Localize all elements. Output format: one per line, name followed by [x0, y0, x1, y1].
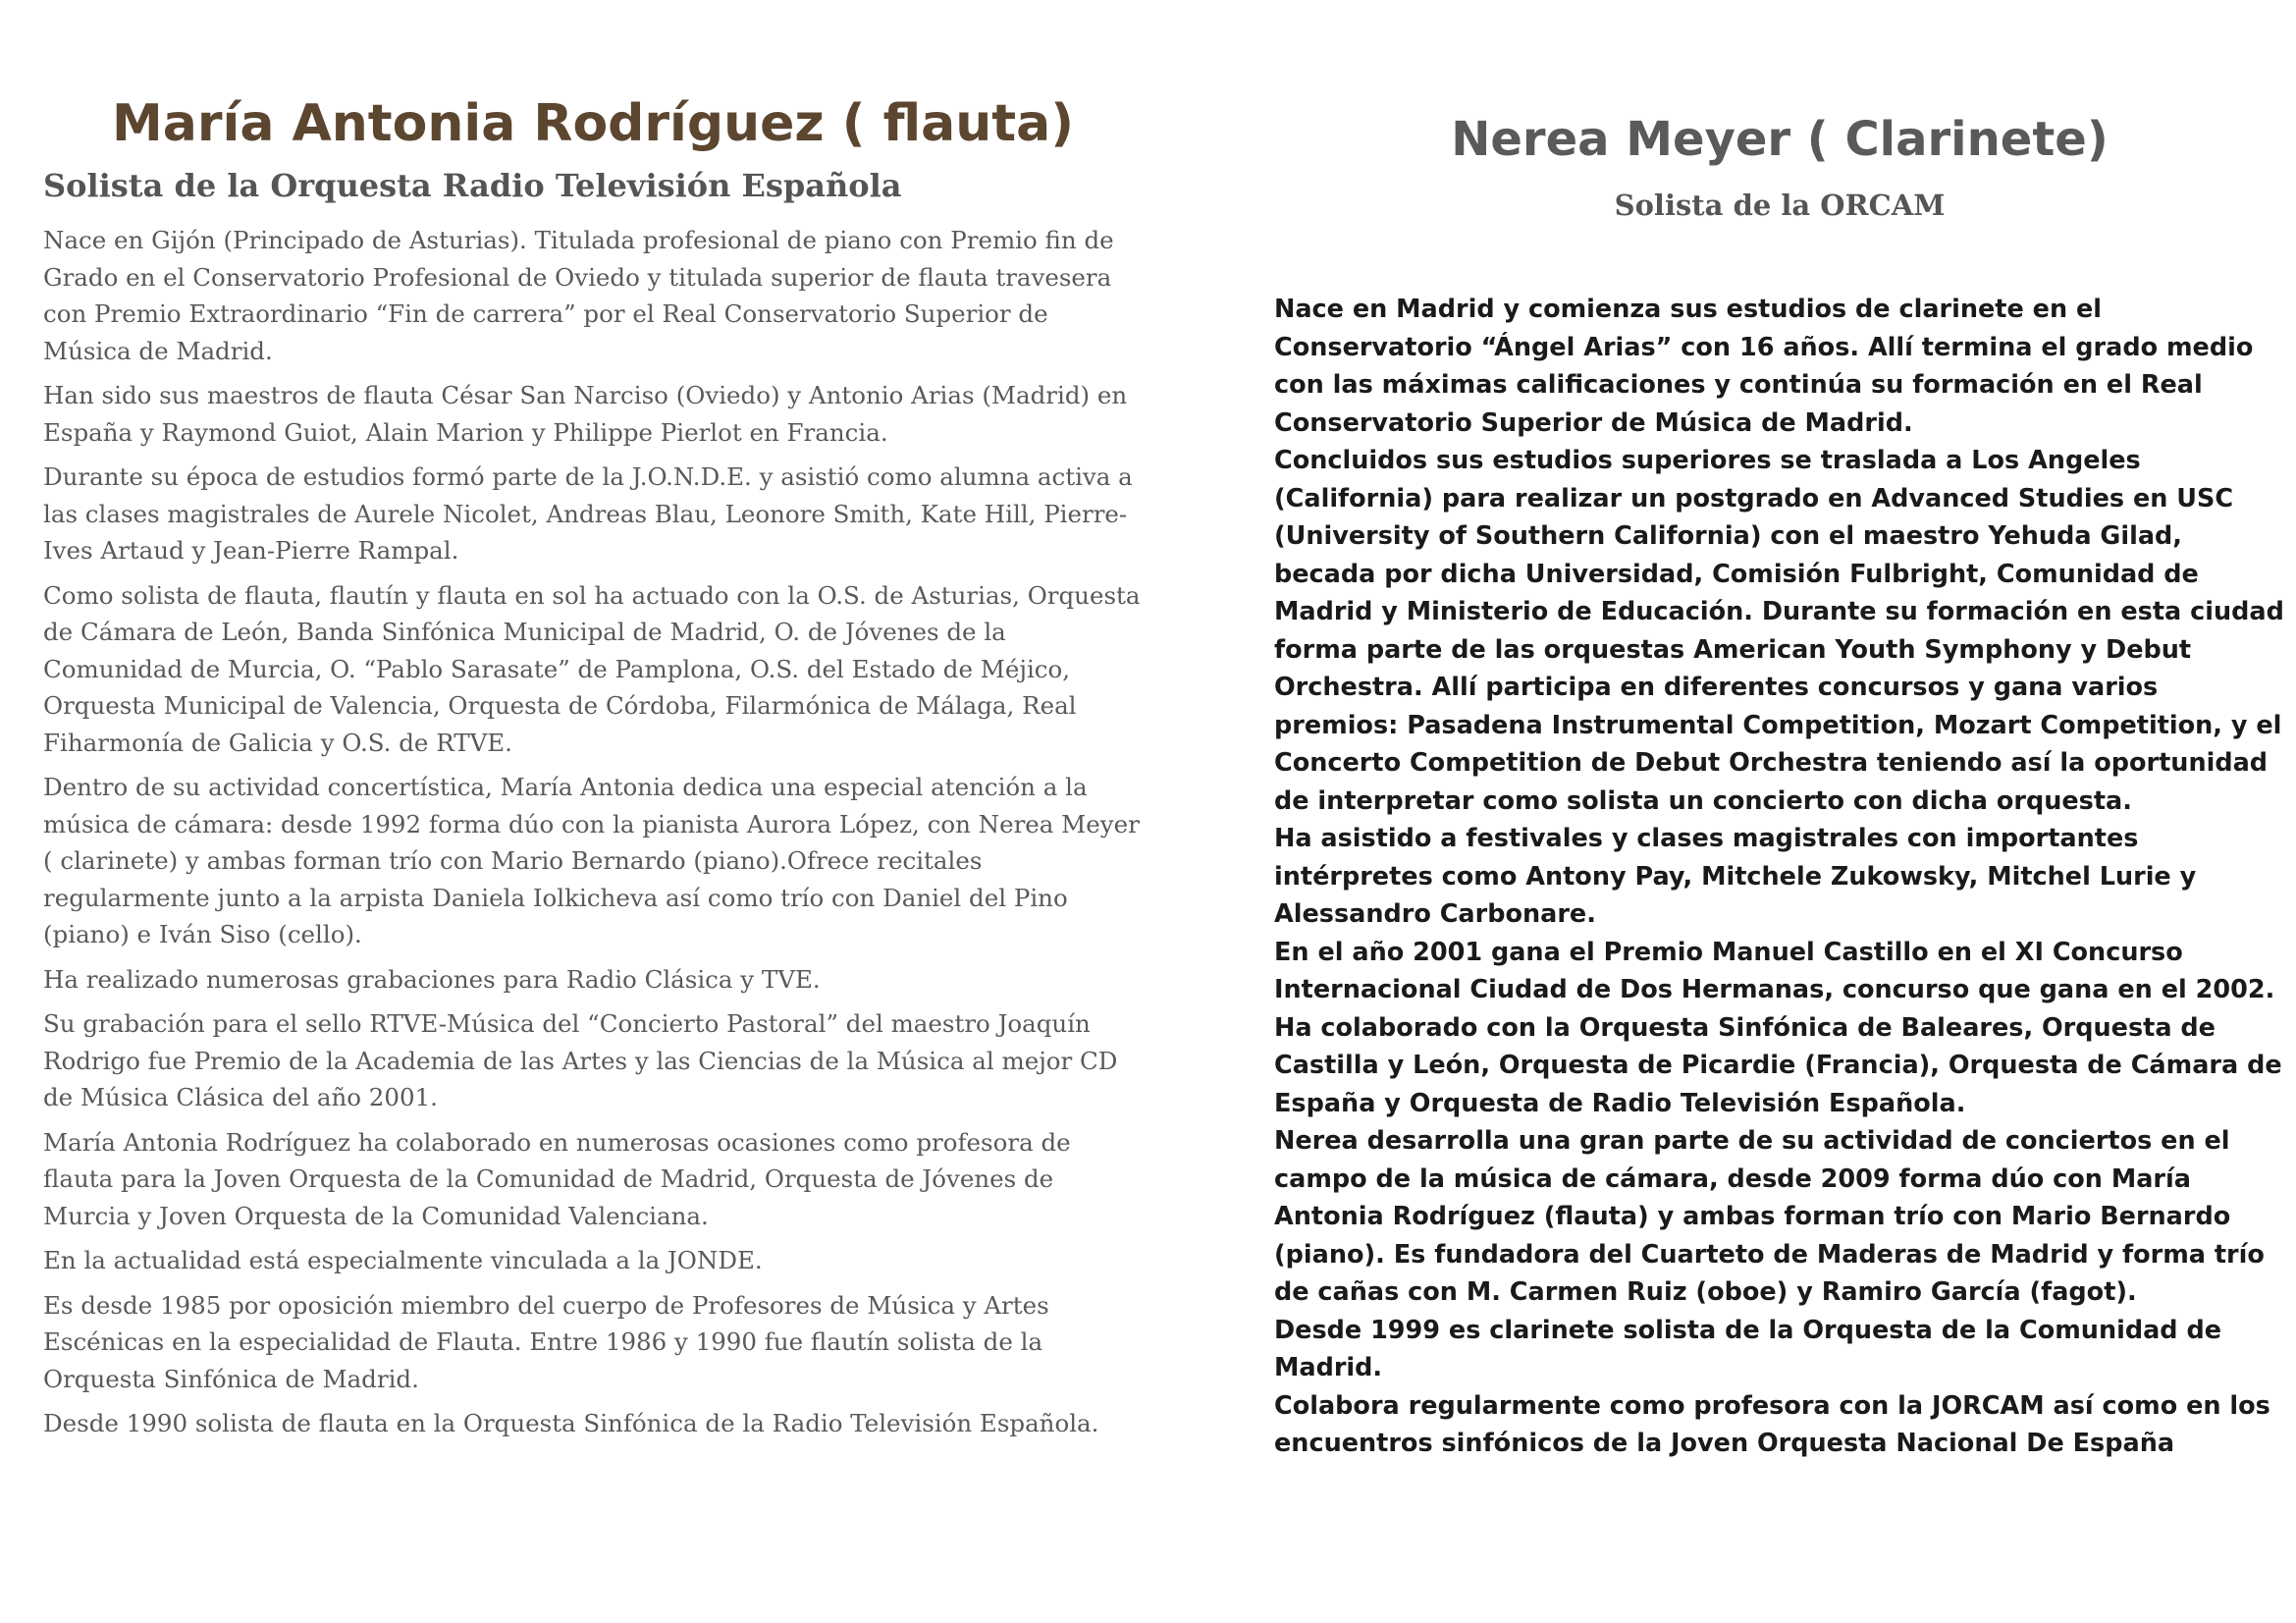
right-title: Nerea Meyer ( Clarinete)	[1451, 112, 2109, 167]
left-paragraph: Desde 1990 solista de flauta en la Orquesta Sinfónica de la Radio Televisión Española.	[43, 1409, 1099, 1437]
left-paragraph: Han sido sus maestros de flauta César San Narciso (Oviedo) y Antonio Arias (Madrid) en España y Raymond Guiot, Alain Marion y Philippe Pierlot en Francia.	[43, 381, 1128, 447]
right-paragraph: Nace en Madrid y comienza sus estudios de clarinete en el Conservatorio “Ángel Arias” con 16 años. Allí termina el grado medio con las máximas calificaciones y continúa su formación en el Real Conservatorio Superior de Música de Madrid.	[1274, 295, 2254, 438]
right-paragraph: En el año 2001 gana el Premio Manuel Castillo en el XI Concurso Internacional Ciudad de Dos Hermanas, concurso que gana en el 2002.	[1274, 937, 2275, 1004]
left-paragraph: Es desde 1985 por oposición miembro del cuerpo de Profesores de Música y Artes Escénicas en la especialidad de Flauta. Entre 1986 y 1990 fue flautín solista de la Orquesta Sinfónica de Madrid.	[43, 1290, 1049, 1393]
left-column	[43, 94, 1143, 1450]
right-paragraph: Ha asistido a festivales y clases magistrales con importantes intérpretes como Antony Pay, Mitchele Zukowsky, Mitchel Lurie y Alessandro Carbonare.	[1274, 824, 2197, 929]
left-subtitle: Solista de la Orquesta Radio Televisión Española	[43, 167, 902, 204]
left-paragraph: En la actualidad está especialmente vinculada a la JONDE.	[43, 1246, 763, 1274]
right-subtitle: Solista de la ORCAM	[1614, 189, 1946, 222]
right-paragraph: Nerea desarrolla una gran parte de su actividad de conciertos en el campo de la música de cámara, desde 2009 forma dúo con María Antonia Rodríguez (flauta) y ambas forman trío con Mario Bernardo (piano). Es fundadora del Cuarteto de Maderas de Madrid y forma trío de cañas con M. Carmen Ruiz (oboe) y Ramiro García (fagot).	[1274, 1126, 2265, 1307]
left-title: María Antonia Rodríguez ( flauta)	[112, 94, 1074, 153]
left-paragraph: Ha realizado numerosas grabaciones para Radio Clásica y TVE.	[43, 964, 821, 994]
right-paragraph: Concluidos sus estudios superiores se traslada a Los Angeles (California) para realizar un postgrado en Advanced Studies en USC (University of Southern California) con el maestro Yehuda Gilad, becada por dicha Universidad, Comisión Fulbright, Comunidad de Madrid y Ministerio de Educación. Durante su formación en esta ciudad forma parte de las orquestas American Youth Symphony y Debut Orchestra. Allí participa en diferentes concursos y gana varios premios: Pasadena Instrumental Competition, Mozart Competition, y el Concerto Competition de Debut Orchestra teniendo así la oportunidad de interpretar como solista un concierto con dicha orquesta.	[1274, 446, 2284, 816]
right-paragraph: Desde 1999 es clarinete solista de la Orquesta de la Comunidad de Madrid.	[1274, 1315, 2221, 1382]
left-paragraph: Como solista de flauta, flautín y flauta en sol ha actuado con la O.S. de Asturias, Orquesta de Cámara de León, Banda Sinfónica Municipal de Madrid, O. de Jóvenes de la Comunidad de Murcia, O. “Pablo Sarasate” de Pamplona, O.S. del Estado de Méjico, Orquesta Municipal de Valencia, Orquesta de Córdoba, Filarmónica de Málaga, Real Fiharmonía de Galicia y O.S. de RTVE.	[43, 580, 1141, 757]
left-paragraph: Dentro de su actividad concertística, María Antonia dedica una especial atención a la música de cámara: desde 1992 forma dúo con la pianista Aurora López, con Nerea Meyer ( clarinete) y ambas forman trío con Mario Bernardo (piano).Ofrece recitales regularmente junto a la arpista Daniela Iolkicheva así como trío con Daniel del Pino (piano) e Iván Siso (cello).	[43, 773, 1140, 948]
left-paragraph: Su grabación para el sello RTVE-Música del “Concierto Pastoral” del maestro Joaquín Rodrigo fue Premio de la Academia de las Artes y las Ciencias de la Música al mejor CD de Música Clásica del año 2001.	[43, 1009, 1118, 1111]
right-paragraph: Ha colaborado con la Orquesta Sinfónica de Baleares, Orquesta de Castilla y León, Orquesta de Picardie (Francia), Orquesta de Cámara de España y Orquesta de Radio Televisión Española.	[1274, 1012, 2282, 1118]
right-column	[1274, 112, 2285, 1463]
left-paragraph: María Antonia Rodríguez ha colaborado en numerosas ocasiones como profesora de flauta para la Joven Orquesta de la Comunidad de Madrid, Orquesta de Jóvenes de Murcia y Joven Orquesta de la Comunidad Valenciana.	[43, 1127, 1071, 1230]
right-paragraph: Colabora regularmente como profesora con la JORCAM así como en los encuentros sinfónicos de la Joven Orquesta Nacional De España	[1274, 1390, 2270, 1458]
left-paragraph: Durante su época de estudios formó parte de la J.O.N.D.E. y asistió como alumna activa a las clases magistrales de Aurele Nicolet, Andreas Blau, Leonore Smith, Kate Hill, Pierre-Ives Artaud y Jean-Pierre Rampal.	[43, 462, 1133, 565]
left-paragraph: Nace en Gijón (Principado de Asturias). Titulada profesional de piano con Premio fin de Grado en el Conservatorio Profesional de Oviedo y titulada superior de flauta travesera con Premio Extraordinario “Fin de carrera” por el Real Conservatorio Superior de Música de Madrid.	[43, 226, 1114, 365]
